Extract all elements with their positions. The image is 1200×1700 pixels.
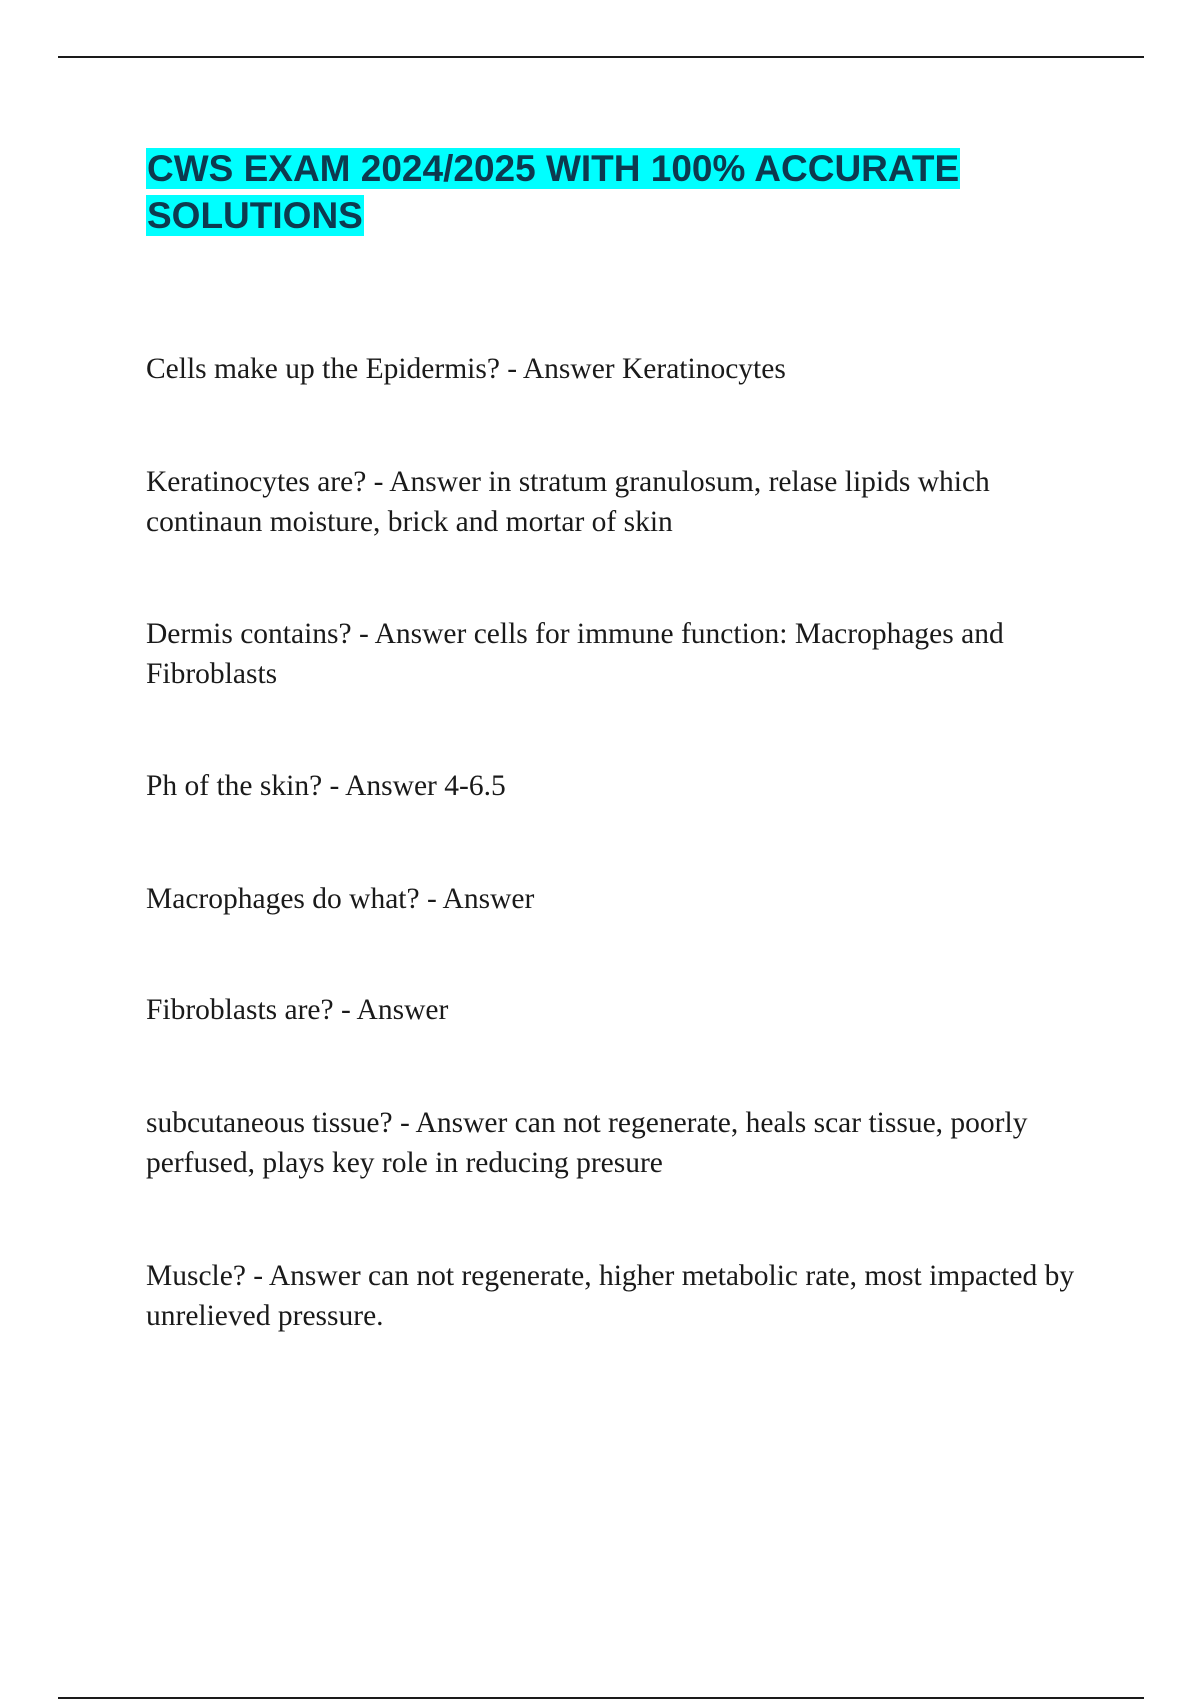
qa-item: Cells make up the Epidermis? - Answer Keratinocytes [146,353,786,385]
qa-item: Fibroblasts are? - Answer [146,994,449,1026]
title-highlight: CWS EXAM 2024/2025 WITH 100% ACCURATE SOLUTIONS [147,148,960,236]
qa-item: subcutaneous tissue? - Answer can not regenerate, heals scar tissue, poorly perfused, plays key role in reducing presure [146,1107,1028,1179]
document-title [146,145,1066,239]
top-divider [58,56,1144,58]
qa-item: Muscle? - Answer can not regenerate, higher metabolic rate, most impacted by unrelieved pressure. [146,1260,1075,1332]
qa-item: Dermis contains? - Answer cells for immune function: Macrophages and Fibroblasts [146,618,1004,690]
qa-item: Ph of the skin? - Answer 4-6.5 [146,770,506,802]
qa-item: Keratinocytes are? - Answer in stratum granulosum, relase lipids which continaun moisture, brick and mortar of skin [146,466,990,538]
qa-item: Macrophages do what? - Answer [146,883,535,915]
bottom-divider [58,1697,1144,1699]
